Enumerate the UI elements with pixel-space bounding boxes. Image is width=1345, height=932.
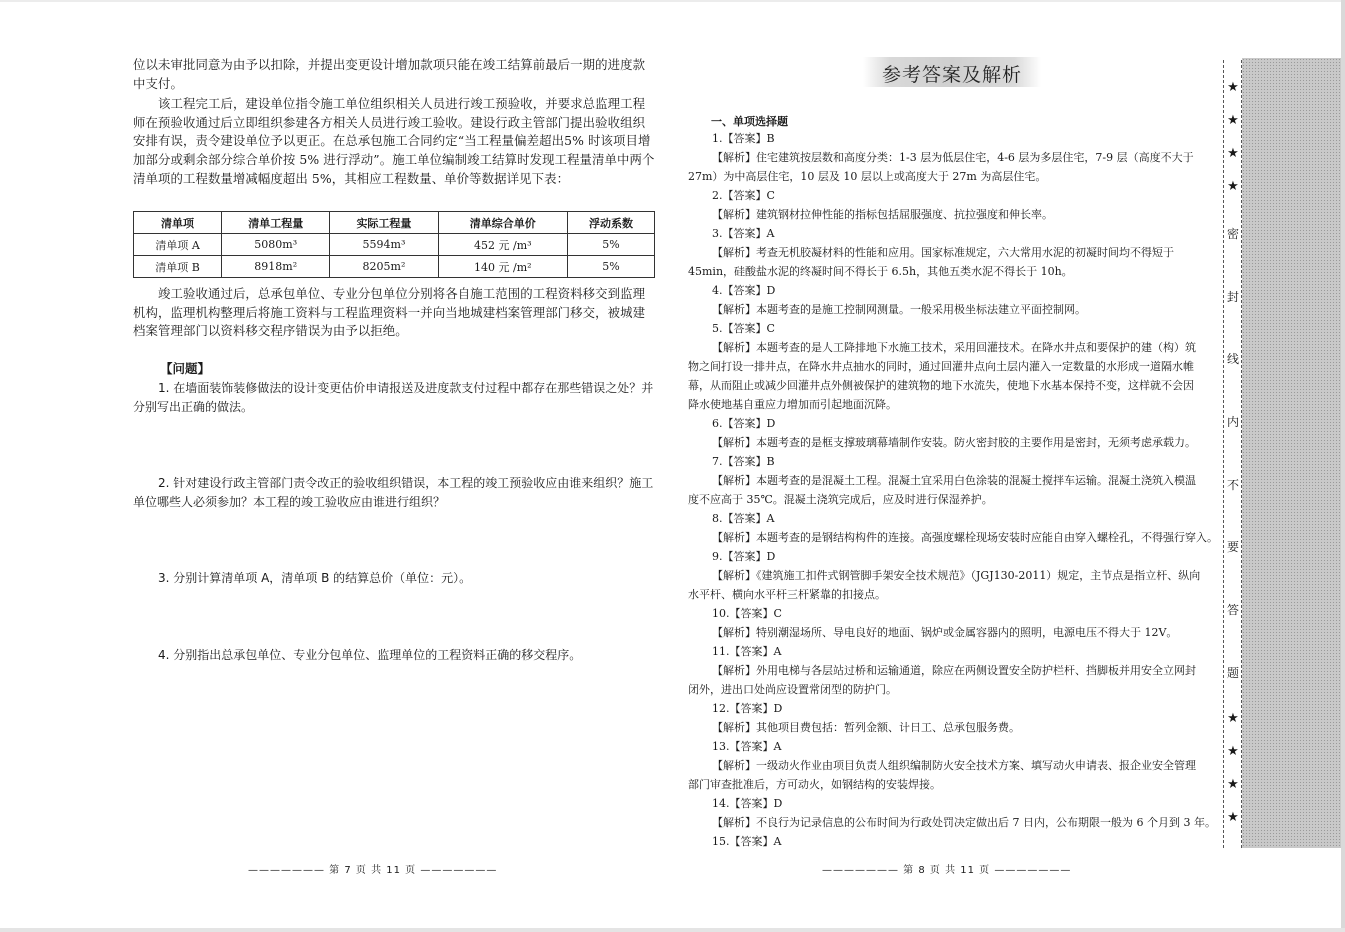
table-cell: 清单项 A [134,234,222,256]
answer-line: 【解析】考查无机胶凝材料的性能和应用。国家标准规定，六大常用水泥的初凝时间均不得短于 [712,246,1174,259]
star-icon: ★ [1227,777,1239,792]
table-header-row [134,212,655,234]
answer-line: 【解析】本题考查的是混凝土工程。混凝土宜采用白色涂装的混凝土搅拌车运输。混凝土浇筑入模温 [712,474,1196,487]
answer-line: 12.【答案】D [712,702,783,715]
answer-line: 【解析】本题考查的是施工控制网测量。一般采用极坐标法建立平面控制网。 [712,303,1086,316]
page-right-edge [1341,0,1345,932]
table-header: 清单工程量 [222,212,330,234]
answer-line: 【解析】本题考查的是人工降排地下水施工技术，采用回灌技术。在降水井点和要保护的建（构）筑 [712,341,1196,354]
table-cell: 清单项 B [134,256,222,278]
page-bottom-edge [0,928,1345,932]
answer-line: 幕，从而阻止或减少回灌井点外侧被保护的建筑物的地下水流失，使地下水基本保持不变，这样就不会因 [688,379,1194,392]
answer-line: 【解析】建筑钢材拉伸性能的指标包括屈服强度、抗拉强度和伸长率。 [712,208,1053,221]
answer-line: 【解析】不良行为记录信息的公布时间为行政处罚决定做出后 7 日内，公布期限一般为 6 个月到 3 年。 [712,816,1216,829]
seal-char: 要 [1226,540,1239,554]
table-cell: 8205m² [330,256,438,278]
answer-line: 5.【答案】C [712,322,775,335]
answer-line: 【解析】住宅建筑按层数和高度分类：1-3 层为低层住宅，4-6 层为多层住宅，7-9 层（高度不大于 [712,151,1194,164]
answer-line: 闭外，进出口处尚应设置常闭型的防护门。 [688,683,897,696]
answer-line: 【解析】一级动火作业由项目负责人组织编制防火安全技术方案、填写动火申请表、报企业安全管理 [712,759,1196,772]
answer-line: 11.【答案】A [712,645,782,658]
answer-line: 3.【答案】A [712,227,775,240]
answer-line: 13.【答案】A [712,740,782,753]
table-cell: 452 元 /m³ [438,234,567,256]
star-icon: ★ [1227,113,1239,128]
answer-line: 度不应高于 35℃。混凝土浇筑完成后，应及时进行保湿养护。 [688,493,993,506]
section-heading: 一、单项选择题 [711,115,788,128]
seal-char: 题 [1226,666,1239,680]
table-header: 清单综合单价 [438,212,567,234]
table-cell: 5% [568,256,655,278]
answer-line: 【解析】本题考查的是钢结构构件的连接。高强度螺栓现场安装时应能自由穿入螺栓孔，不得强行穿入。 [712,531,1218,544]
questions-title: 【问题】 [160,361,211,376]
table-cell: 5% [568,234,655,256]
table-cell: 5080m³ [222,234,330,256]
seal-char: 答 [1226,603,1239,617]
table-row [134,234,655,256]
answer-line: 【解析】本题考查的是框支撑玻璃幕墙制作安装。防火密封胶的主要作用是密封，无须考虑承载力。 [712,436,1196,449]
seal-char: 线 [1226,352,1239,366]
binding-margin [1242,58,1341,848]
answer-line: 水平杆、横向水平杆三杆紧靠的扣接点。 [688,588,886,601]
answer-line: 9.【答案】D [712,550,776,563]
seal-line-left [1223,60,1224,848]
paragraph-acceptance: 该工程完工后，建设单位指令施工单位组织相关人员进行竣工预验收，并要求总监理工程师在预验收通过后立即组织参建各方相关人员进行竣工验收。建设行政主管部门提出验收组织安排有误，责令建设单位予以更正。在总承包施工合同约定“当工程量偏差超出5% 时该项目增加部分或剩余部分综合单价按 5% 进行浮动”。施工单位编制竣工结算时发现工程量清单中两个清单项的工程数量增减幅度超出 5%，其相应工程数量、单价等数据详见下表： [133,96,655,186]
seal-char: 封 [1226,290,1239,304]
table-cell: 140 元 /m² [438,256,567,278]
answer-line: 降水使地基自重应力增加而引起地面沉降。 [688,398,897,411]
answer-line: 15.【答案】A [712,835,782,848]
answer-line: 8.【答案】A [712,512,775,525]
answer-line: 【解析】特别潮湿场所、导电良好的地面、锅炉或金属容器内的照明，电源电压不得大于 12V。 [712,626,1178,639]
answer-line: 4.【答案】D [712,284,776,297]
paragraph-continued: 位以未审批同意为由予以扣除，并提出变更设计增加款项只能在竣工结算前最后一期的进度款中支付。 [133,57,646,91]
question-3: 3. 分别计算清单项 A，清单项 B 的结算总价（单位：元）。 [158,571,472,585]
table-cell: 5594m³ [330,234,438,256]
table-header: 浮动系数 [568,212,655,234]
star-icon: ★ [1227,711,1239,726]
table-header: 清单项 [134,212,222,234]
answer-title: 参考答案及解析 [881,64,1022,86]
question-4: 4. 分别指出总承包单位、专业分包单位、监理单位的工程资料正确的移交程序。 [158,648,582,662]
answer-line: 27m）为中高层住宅，10 层及 10 层以上或高度大于 27m 为高层住宅。 [688,170,1047,183]
answer-list [688,129,1218,851]
answer-line: 部门审查批准后，方可动火，如钢结构的安装焊接。 [688,778,941,791]
seal-char: 不 [1226,478,1239,492]
answer-line: 【解析】《建筑施工扣件式钢管脚手架安全技术规范》（JGJ130-2011）规定，主节点是指立杆、纵向 [712,569,1201,582]
answer-line: 10.【答案】C [712,607,782,620]
answer-line: 7.【答案】B [712,455,775,468]
page-footer-right: ——————— 第 8 页 共 11 页 ——————— [822,865,1072,876]
answer-line: 14.【答案】D [712,797,783,810]
star-icon: ★ [1227,146,1239,161]
answer-line: 2.【答案】C [712,189,775,202]
answer-line: 45min，硅酸盐水泥的终凝时间不得长于 6.5h，其他五类水泥不得长于 10h。 [688,265,1073,278]
answer-line: 【解析】其他项目费包括：暂列金额、计日工、总承包服务费。 [712,721,1020,734]
star-icon: ★ [1227,179,1239,194]
table-cell: 8918m² [222,256,330,278]
answer-line: 【解析】外用电梯与各层站过桥和运输通道，除应在两侧设置安全防护栏杆、挡脚板并用安全立网封 [712,664,1196,677]
answer-line: 物之间打设一排井点，在降水井点抽水的同时，通过回灌井点向土层内灌入一定数量的水形成一道隔水帷 [688,360,1194,373]
star-icon: ★ [1227,744,1239,759]
answer-line: 1.【答案】B [712,132,775,145]
seal-char: 密 [1226,227,1239,241]
page-top-edge [0,0,1345,2]
question-2: 2. 针对建设行政主管部门责令改正的验收组织错误，本工程的竣工预验收应由谁来组织？施工单位哪些人必须参加？本工程的竣工验收应由谁进行组织？ [133,476,654,509]
paragraph-archive: 竣工验收通过后，总承包单位、专业分包单位分别将各自施工范围的工程资料移交到监理机构，监理机构整理后将施工资料与工程监理资料一并向当地城建档案管理部门移交，被城建档案管理部门以资料移交程序错误为由予以拒绝。 [133,286,646,339]
page-footer-left: ——————— 第 7 页 共 11 页 ——————— [248,865,498,876]
question-1: 1. 在墙面装饰装修做法的设计变更估价申请报送及进度款支付过程中都存在那些错误之处？并分别写出正确的做法。 [133,381,654,414]
seal-char: 内 [1226,415,1239,429]
table-header: 实际工程量 [330,212,438,234]
star-icon: ★ [1227,80,1239,95]
star-icon: ★ [1227,810,1239,825]
quantity-table [133,211,655,278]
table-row [134,256,655,278]
answer-line: 6.【答案】D [712,417,776,430]
